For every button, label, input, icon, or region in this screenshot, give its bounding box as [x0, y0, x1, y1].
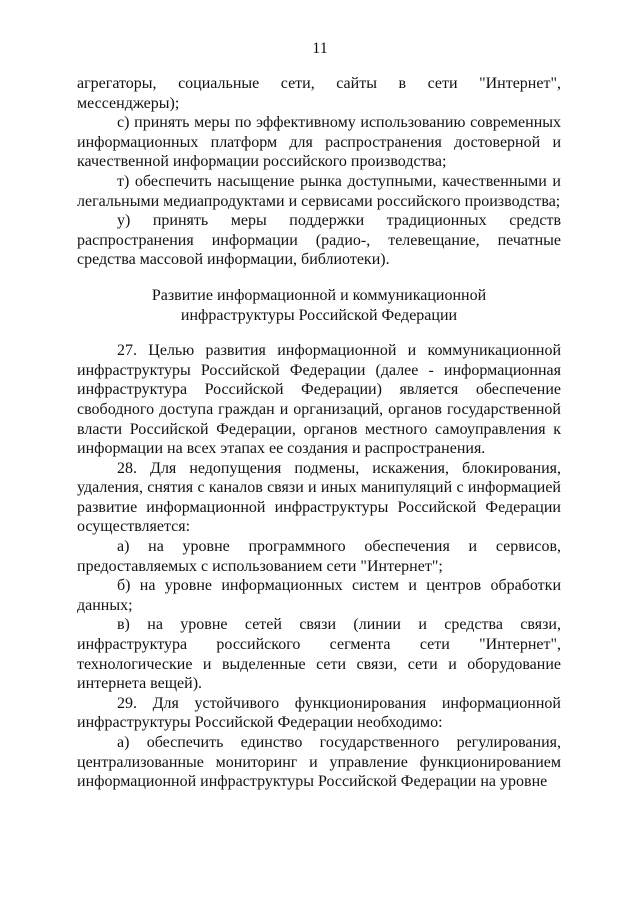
section-heading-line-2: инфраструктуры Российской Федерации	[180, 306, 458, 324]
paragraph-item-t: т) обеспечить насыщение рынка доступными, качественными и легальными медиапродуктами и сервисами российского производства;	[77, 172, 561, 210]
paragraph-28-v: в) на уровне сетей связи (линии и средства связи, инфраструктура российского сегмента сети "Интернет", технологические и выделенные сети связи, сети и оборудование интернета вещей).	[77, 616, 561, 693]
paragraph-28-a: а) на уровне программного обеспечения и сервисов, предоставляемых с использованием сети "Интернет";	[77, 538, 561, 575]
section-heading	[77, 286, 561, 325]
paragraph-29: 29. Для устойчивого функционирования информационной инфраструктуры Российской Федерации необходимо:	[77, 694, 561, 732]
paragraph-aggregators: агрегаторы, социальные сети, сайты в сети "Интернет", мессенджеры);	[77, 75, 561, 112]
paragraph-28: 28. Для недопущения подмены, искажения, блокирования, удаления, снятия с каналов связи и иных манипуляций с информацией развитие информационной инфраструктуры Российской Федерации осуществляется:	[77, 459, 561, 536]
document-body	[77, 74, 561, 792]
section-heading-line-1: Развитие информационной и коммуникационной	[151, 286, 487, 304]
paragraph-27: 27. Целью развития информационной и коммуникационной инфраструктуры Российской Федерации (далее - информационная инфраструктура Российской Федерации) является обеспечение свободного доступа граждан и организаций, органов государственной власти Российской Федерации, органов местного самоуправления к информации на всех этапах ее создания и распространения.	[77, 342, 561, 458]
paragraph-28-b: б) на уровне информационных систем и центров обработки данных;	[77, 577, 561, 614]
page-number: 11	[312, 40, 328, 57]
paragraph-item-u: у) принять меры поддержки традиционных средств распространения информации (радио-, телевещание, печатные средства массовой информации, библиотеки).	[77, 212, 561, 269]
paragraph-item-s: с) принять меры по эффективному использованию современных информационных платформ для распространения достоверной и качественной информации российского производства;	[77, 114, 561, 171]
paragraph-29-a: а) обеспечить единство государственного регулирования, централизованные мониторинг и управление функционированием информационной инфраструктуры Российской Федерации на уровне	[77, 734, 561, 791]
